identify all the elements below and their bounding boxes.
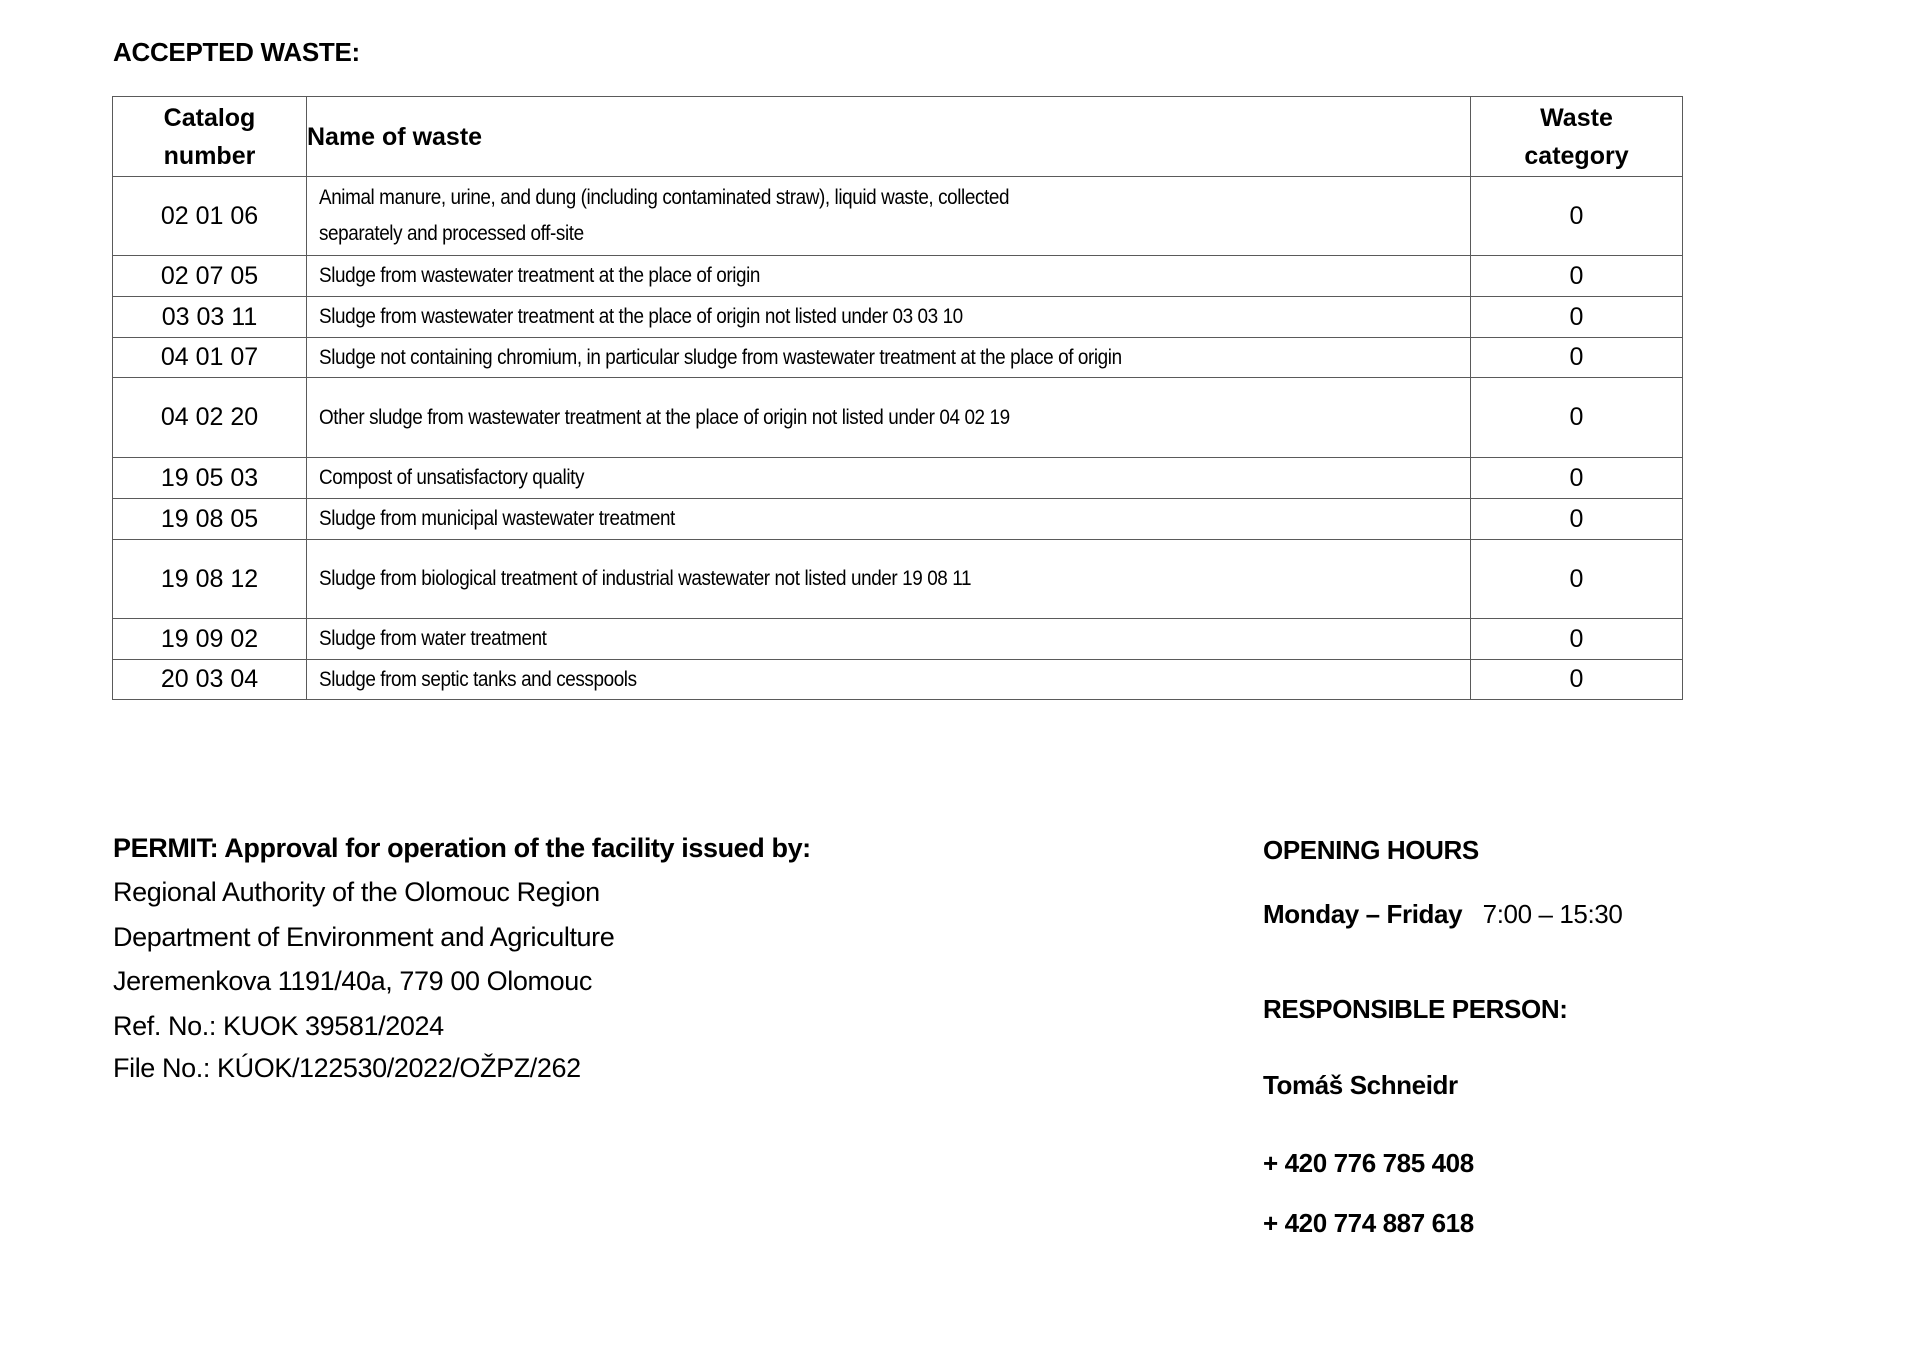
permit-ref-no: Ref. No.: KUOK 39581/2024 — [113, 1011, 444, 1041]
waste-name-cell — [307, 660, 1471, 700]
catalog-number-cell: 02 01 06 — [113, 177, 307, 256]
catalog-number-cell: 04 02 20 — [113, 378, 307, 458]
waste-category-cell: 0 — [1471, 297, 1683, 338]
table-row — [113, 619, 1683, 660]
catalog-number-cell: 19 09 02 — [113, 619, 307, 660]
opening-time: 7:00 – 15:30 — [1482, 899, 1623, 929]
section-title: ACCEPTED WASTE: — [113, 37, 360, 67]
permit-heading: PERMIT: Approval for operation of the facility issued by: — [113, 833, 811, 863]
waste-category-cell: 0 — [1471, 378, 1683, 458]
table-row — [113, 256, 1683, 297]
header-catalog-line2: number — [163, 141, 256, 170]
waste-category-cell: 0 — [1471, 256, 1683, 297]
waste-name-line1: Animal manure, urine, and dung (including contaminated straw), liquid waste, collected — [319, 186, 1010, 209]
opening-hours-line — [1263, 899, 1622, 930]
table-row — [113, 338, 1683, 378]
waste-name-cell — [307, 177, 1471, 256]
waste-name-line1: Sludge from septic tanks and cesspools — [319, 667, 637, 691]
waste-category-cell: 0 — [1471, 540, 1683, 619]
waste-name-line1: Sludge not containing chromium, in particular sludge from wastewater treatment at the place of origin — [319, 345, 1122, 369]
permit-file-no: File No.: KÚOK/122530/2022/OŽPZ/262 — [113, 1053, 581, 1083]
responsible-person-name: Tomáš Schneidr — [1263, 1070, 1458, 1100]
waste-name-cell — [307, 499, 1471, 540]
permit-address: Jeremenkova 1191/40a, 779 00 Olomouc — [113, 966, 592, 996]
table-header-row — [113, 97, 1683, 177]
table-row — [113, 540, 1683, 619]
catalog-number-cell: 19 08 12 — [113, 540, 307, 619]
header-waste-category — [1471, 97, 1683, 177]
table-row — [113, 378, 1683, 458]
waste-name-cell — [307, 338, 1471, 378]
permit-authority: Regional Authority of the Olomouc Region — [113, 877, 600, 907]
waste-category-cell: 0 — [1471, 619, 1683, 660]
catalog-number-cell: 02 07 05 — [113, 256, 307, 297]
accepted-waste-table — [112, 96, 1683, 700]
table-row — [113, 297, 1683, 338]
waste-name-cell — [307, 458, 1471, 499]
table-row — [113, 177, 1683, 256]
phone-number-2: + 420 774 887 618 — [1263, 1208, 1474, 1238]
phone-number-1: + 420 776 785 408 — [1263, 1148, 1474, 1178]
waste-name-line1: Sludge from biological treatment of industrial wastewater not listed under 19 08 11 — [319, 567, 972, 590]
header-catalog-number — [113, 97, 307, 177]
header-catalog-line1: Catalog — [163, 103, 256, 132]
waste-name-cell — [307, 256, 1471, 297]
catalog-number-cell: 19 08 05 — [113, 499, 307, 540]
header-category-line1: Waste — [1540, 103, 1613, 132]
waste-category-cell: 0 — [1471, 660, 1683, 700]
responsible-person-heading: RESPONSIBLE PERSON: — [1263, 994, 1568, 1024]
header-name-of-waste: Name of waste — [307, 97, 1471, 177]
waste-name-line1: Sludge from wastewater treatment at the place of origin not listed under 03 03 10 — [319, 305, 963, 328]
waste-category-cell: 0 — [1471, 458, 1683, 499]
waste-name-line1: Sludge from water treatment — [319, 627, 547, 650]
opening-hours-heading: OPENING HOURS — [1263, 835, 1479, 865]
opening-days: Monday – Friday — [1263, 899, 1463, 929]
catalog-number-cell: 03 03 11 — [113, 297, 307, 338]
catalog-number-cell: 20 03 04 — [113, 660, 307, 700]
waste-name-line1: Other sludge from wastewater treatment at the place of origin not listed under 04 02 19 — [319, 405, 1010, 429]
waste-name-cell — [307, 378, 1471, 458]
catalog-number-cell: 04 01 07 — [113, 338, 307, 378]
waste-name-line1: Sludge from wastewater treatment at the place of origin — [319, 264, 761, 287]
table-row — [113, 499, 1683, 540]
waste-category-cell: 0 — [1471, 177, 1683, 256]
catalog-number-cell: 19 05 03 — [113, 458, 307, 499]
table-row — [113, 458, 1683, 499]
table-row — [113, 660, 1683, 700]
waste-name-cell — [307, 297, 1471, 338]
waste-name-cell — [307, 619, 1471, 660]
waste-name-cell — [307, 540, 1471, 619]
waste-name-line1: Compost of unsatisfactory quality — [319, 466, 585, 489]
header-category-line2: category — [1524, 141, 1629, 170]
waste-name-line2: separately and processed off-site — [319, 222, 584, 245]
permit-department: Department of Environment and Agriculture — [113, 922, 615, 952]
waste-category-cell: 0 — [1471, 499, 1683, 540]
waste-name-line1: Sludge from municipal wastewater treatment — [319, 507, 675, 530]
waste-category-cell: 0 — [1471, 338, 1683, 378]
